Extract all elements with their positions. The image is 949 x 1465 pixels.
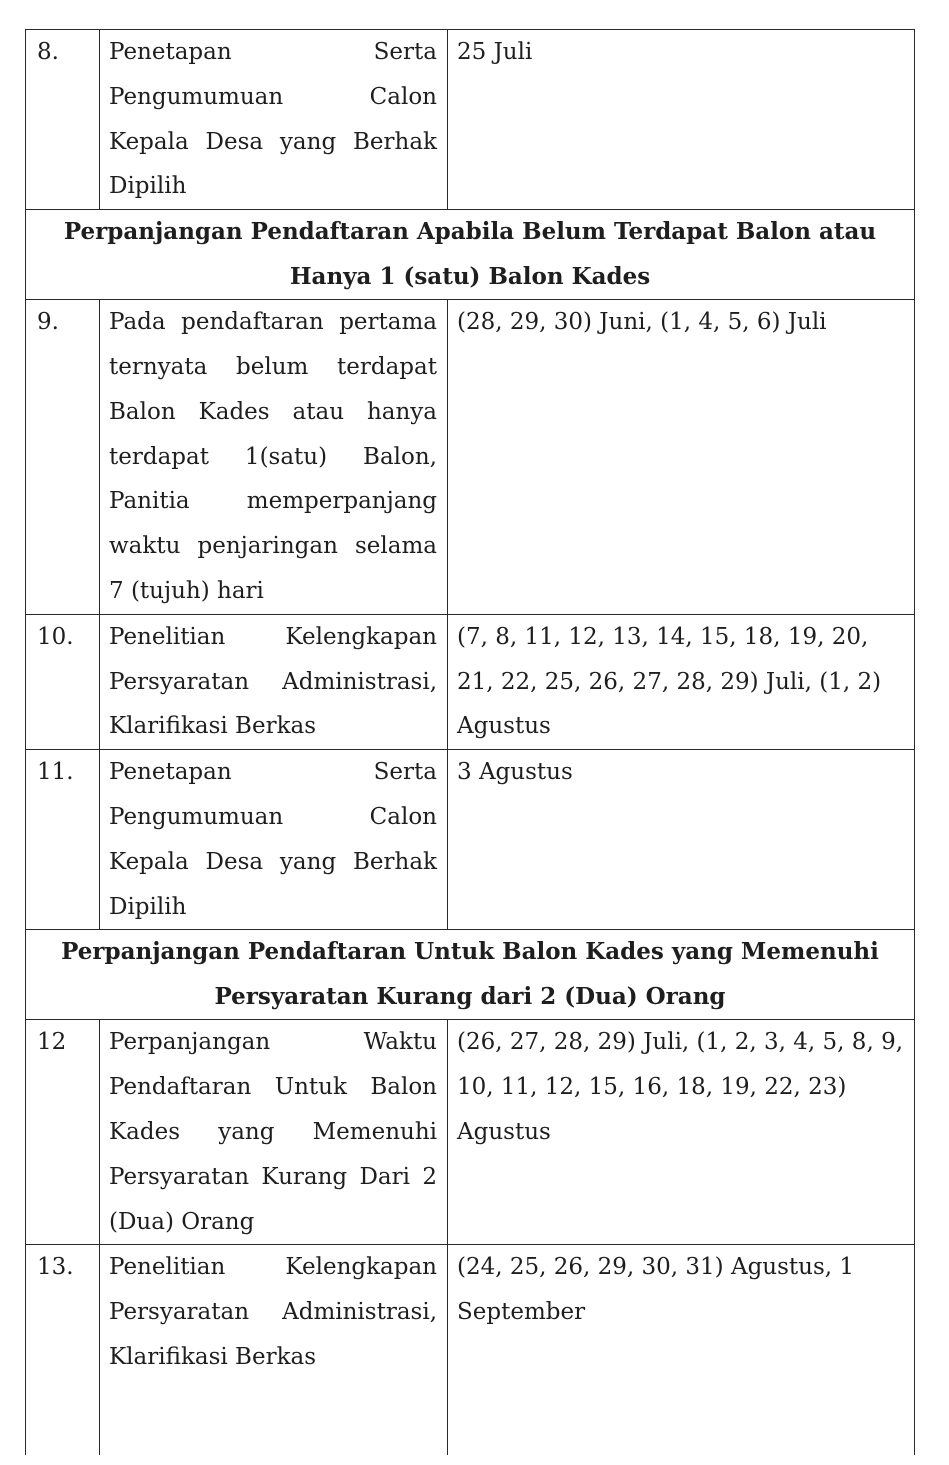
date-cell: 25 Juli <box>448 30 915 210</box>
date-cell: (26, 27, 28, 29) Juli, (1, 2, 3, 4, 5, 8, 9, 10, 11, 12, 15, 16, 18, 19, 22, 23) Agustus <box>448 1020 915 1245</box>
activity-text: Penetapan Serta Pengumumuan Calon Kepala Desa yang Berhak Dipilih <box>109 759 437 920</box>
activity-cell <box>100 300 448 615</box>
activity-text: Pada pendaftaran pertama ternyata belum terdapat Balon Kades atau hanya terdapat 1(satu) Balon, Panitia memperpanjang waktu penjaringan selama 7 (tujuh) hari <box>109 309 437 604</box>
activity-cell <box>100 1245 448 1456</box>
activity-cell <box>100 1020 448 1245</box>
row-number: 11. <box>26 750 100 930</box>
table-row <box>26 750 915 930</box>
activity-cell <box>100 30 448 210</box>
table-row <box>26 614 915 749</box>
date-cell: 3 Agustus <box>448 750 915 930</box>
table-row <box>26 1245 915 1456</box>
activity-text: Perpanjangan Waktu Pendaftaran Untuk Balon Kades yang Memenuhi Persyaratan Kurang Dari 2 (Dua) Orang <box>109 1029 437 1235</box>
date-cell: (24, 25, 26, 29, 30, 31) Agustus, 1 September <box>448 1245 915 1456</box>
table-row <box>26 30 915 210</box>
section-heading: Perpanjangan Pendaftaran Untuk Balon Kades yang Memenuhi Persyaratan Kurang dari 2 (Dua) Orang <box>26 930 915 1020</box>
row-number: 10. <box>26 614 100 749</box>
section-row <box>26 210 915 300</box>
activity-cell <box>100 750 448 930</box>
table-row <box>26 1020 915 1245</box>
activity-text: Penetapan Serta Pengumumuan Calon Kepala Desa yang Berhak Dipilih <box>109 39 437 200</box>
date-cell: (28, 29, 30) Juni, (1, 4, 5, 6) Juli <box>448 300 915 615</box>
activity-text: Penelitian Kelengkapan Persyaratan Administrasi, Klarifikasi Berkas <box>109 623 437 740</box>
date-cell: (7, 8, 11, 12, 13, 14, 15, 18, 19, 20, 21, 22, 25, 26, 27, 28, 29) Juli, (1, 2) Agustus <box>448 614 915 749</box>
activity-cell <box>100 614 448 749</box>
schedule-document <box>25 29 914 1455</box>
section-heading: Perpanjangan Pendaftaran Apabila Belum Terdapat Balon atau Hanya 1 (satu) Balon Kades <box>26 210 915 300</box>
row-number: 9. <box>26 300 100 615</box>
schedule-table <box>25 29 915 1455</box>
section-row <box>26 930 915 1020</box>
table-row <box>26 300 915 615</box>
activity-text: Penelitian Kelengkapan Persyaratan Administrasi, Klarifikasi Berkas <box>109 1254 437 1370</box>
row-number: 12 <box>26 1020 100 1245</box>
row-number: 8. <box>26 30 100 210</box>
row-number: 13. <box>26 1245 100 1456</box>
